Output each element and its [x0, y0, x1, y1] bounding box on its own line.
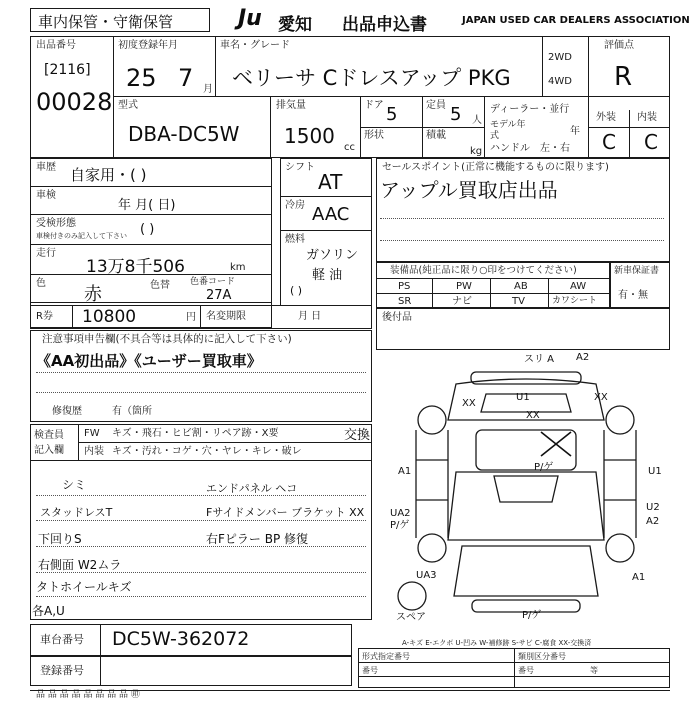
rear-left-wheel-shape: [418, 406, 446, 434]
mark-6: XX: [594, 392, 608, 403]
model-year-unit: 年: [570, 126, 580, 137]
hood-shape: [448, 472, 604, 540]
inspector-label-b: 記入欄: [34, 445, 64, 456]
model-grade-label: 車名・グレード: [220, 40, 290, 51]
equip-pw: PW: [456, 281, 472, 292]
name-change-label: 名変期限: [206, 311, 246, 322]
first-reg-year: 25: [126, 64, 157, 92]
registration-label: 登録番号: [40, 664, 84, 677]
load-unit: kg: [470, 146, 483, 157]
roof-shape: [476, 430, 576, 470]
mark-12: UA2: [390, 508, 411, 519]
doors-label: ドア: [364, 100, 384, 111]
category-label: 類別区分番号: [518, 652, 566, 661]
mark-5: XX: [462, 398, 476, 409]
drive-2wd: 2WD: [548, 52, 572, 63]
mark-11: A2: [646, 516, 660, 527]
model-year-label: モデル年式: [490, 120, 526, 141]
inspector-note-7: 右側面 W2ムラ: [38, 558, 122, 572]
repair-value: 有（箇所: [112, 406, 152, 417]
chassis-label: 車台番号: [40, 633, 84, 646]
association-name: JAPAN USED CAR DEALERS ASSOCIATION: [462, 15, 690, 26]
exterior-label: 外装: [596, 112, 616, 123]
mark-3: U1: [516, 392, 530, 403]
mark-1: スリ A: [524, 354, 555, 365]
front-panel-shape: [454, 546, 598, 596]
interior-label: 内装: [637, 112, 657, 123]
color-label: 色: [36, 278, 46, 289]
fuel-gasoline: ガソリン: [306, 248, 359, 263]
lot-number: 00028: [36, 88, 113, 116]
later-install-label: 後付品: [382, 312, 412, 323]
class-label: 等: [590, 666, 598, 675]
type-value: DBA-DC5W: [128, 122, 240, 146]
history-value: 自家用・( ): [70, 166, 147, 184]
car-damage-diagram: [376, 350, 670, 634]
chassis-value: DC5W-362072: [112, 628, 250, 650]
name-change-value: 月 日: [298, 311, 322, 322]
right-side-panels: [604, 430, 636, 538]
mark-15: A1: [632, 572, 646, 583]
selling-points-label: セールスポイント(正常に機能するものに限ります): [382, 162, 609, 173]
capacity-value: 5: [450, 104, 462, 125]
rating-label: 評価点: [604, 40, 634, 51]
mark-17: P/ゲ: [522, 610, 542, 621]
dealer-label: ディーラー・並行: [490, 104, 570, 115]
notes-value: 《AA初出品》《ユーザー買取車》: [36, 352, 262, 370]
color-value: 赤: [84, 284, 102, 305]
fw-items: キズ・飛石・ヒビ割・リペア跡・X要: [112, 428, 279, 439]
lot-sub: [2116]: [44, 62, 91, 78]
notes-label: 注意事項申告欄(不具合等は具体的に記入して下さい): [42, 333, 292, 345]
inspector-note-3: スタッドレスT: [40, 506, 113, 519]
rear-bumper-shape: [471, 372, 581, 384]
ac-label: 冷房: [285, 200, 305, 211]
shape-label: 形状: [364, 130, 384, 141]
type-label: 型式: [118, 100, 138, 111]
inspector-note-5: 下回りS: [38, 532, 82, 546]
interior-grade: C: [644, 130, 658, 154]
mark-16: スペア: [396, 612, 426, 623]
color-swap-label: 色替: [150, 280, 170, 291]
mileage-unit: km: [230, 262, 246, 273]
month-unit: 月: [203, 84, 213, 95]
received-note: 車検付きのみ記入して下さい: [36, 232, 127, 240]
rating-value: R: [614, 62, 633, 92]
selling-points-value: アップル買取店出品: [380, 178, 558, 202]
shift-label: シフト: [285, 162, 315, 173]
equip-ab: AB: [514, 281, 528, 292]
warranty-label: 新車保証書: [614, 266, 660, 276]
recycle-value: 10800: [82, 307, 137, 327]
received-label: 受検形態: [36, 218, 76, 229]
mark-10: U2: [646, 502, 660, 513]
displacement-value: 1500: [284, 124, 335, 148]
displacement-unit: cc: [344, 142, 355, 153]
corner-tag: 車内保管・守衛保管: [38, 13, 174, 31]
doors-value: 5: [386, 104, 398, 125]
equip-ps: PS: [398, 281, 411, 292]
mileage-value: 13万8千506: [86, 257, 185, 277]
mileage-label: 走行: [36, 248, 56, 259]
equip-navi: ナビ: [452, 296, 472, 307]
fuel-diesel: 軽 油: [312, 268, 343, 283]
spare-tire-shape: [398, 582, 426, 610]
format-label: 形式指定番号: [362, 652, 410, 661]
equip-tv: TV: [512, 296, 525, 307]
mark-8: U1: [648, 466, 662, 477]
handle-options: 左・右: [540, 143, 570, 154]
inspector-note-8: タトホイールキズ: [36, 580, 132, 594]
inspection-value: 年 月( 日): [118, 198, 176, 213]
shift-value: AT: [318, 170, 343, 194]
mark-13: P/ゲ: [390, 520, 410, 531]
front-right-wheel-shape: [606, 534, 634, 562]
color-code-label: 色番コード: [190, 277, 236, 287]
left-side-panels: [416, 430, 448, 538]
first-reg-label: 初度登録年月: [118, 40, 178, 51]
capacity-unit: 人: [472, 115, 482, 126]
inspector-note-6: 右Fピラー BP 修復: [206, 532, 309, 546]
fuel-label: 燃料: [285, 234, 305, 245]
recycle-label: R券: [36, 311, 53, 322]
bottom-row: 品 品 品 品 品 品 品 品 ㊞: [36, 690, 140, 700]
front-left-wheel-shape: [418, 534, 446, 562]
displacement-label: 排気量: [276, 100, 306, 111]
repair-label: 修復歴: [52, 406, 82, 417]
inspector-interior-items: キズ・汚れ・コゲ・穴・ヤレ・キレ・破レ: [112, 446, 302, 457]
warranty-value: 有・無: [618, 290, 648, 301]
inspector-note-4: Fサイドメンバー ブラケット XX: [206, 506, 365, 519]
windshield-shape: [494, 476, 558, 502]
mark-2: A2: [576, 352, 590, 363]
load-label: 積載: [426, 130, 446, 141]
recycle-unit: 円: [186, 312, 196, 323]
equip-leather: カワシート: [552, 296, 598, 306]
fw-note: 交換: [344, 428, 371, 443]
brand-logo: Ju: [238, 6, 262, 31]
color-code-value: 27A: [206, 288, 232, 303]
brand-name: 愛知: [278, 15, 312, 35]
inspector-interior-label: 内装: [84, 446, 104, 457]
inspector-label-a: 検査員: [34, 430, 64, 441]
rear-right-wheel-shape: [606, 406, 634, 434]
form-title: 出品申込書: [342, 15, 427, 35]
mark-4: XX: [526, 410, 540, 421]
main-grid-top: [30, 36, 670, 158]
number-label: 番号: [362, 666, 378, 675]
first-reg-month: 7: [178, 64, 194, 92]
inspector-note-2: エンドパネル ヘコ: [206, 482, 298, 495]
mark-14: UA3: [416, 570, 437, 581]
mark-9: P/ゲ: [534, 462, 554, 473]
inspector-note-1: シミ: [62, 478, 87, 492]
cell-label: 番号: [518, 666, 534, 675]
inspection-label: 車検: [36, 190, 56, 201]
fw-label: FW: [84, 428, 100, 439]
handle-label: ハンドル: [490, 143, 530, 154]
drive-4wd: 4WD: [548, 76, 572, 87]
diagram-legend: A-キズ E-エクボ U-凹み W-補修跡 S-サビ C-腐食 XX-交換済: [402, 639, 592, 647]
mark-7: A1: [398, 466, 412, 477]
history-label: 車歴: [36, 162, 56, 173]
fuel-other: ( ): [290, 284, 303, 297]
ac-value: AAC: [312, 204, 350, 225]
equip-aw: AW: [570, 281, 587, 292]
equip-sr: SR: [398, 296, 412, 307]
equipment-label: 装備品(純正品に限り○印をつけてください): [390, 265, 577, 276]
exterior-grade: C: [602, 130, 616, 154]
lot-label: 出品番号: [36, 40, 76, 51]
inspector-note-9: 各A,U: [32, 604, 65, 618]
model-grade-value: ベリーサ Cドレスアップ PKG: [232, 66, 511, 90]
capacity-label: 定員: [426, 100, 446, 111]
later-install-block: [376, 308, 670, 350]
received-value: ( ): [140, 222, 155, 237]
